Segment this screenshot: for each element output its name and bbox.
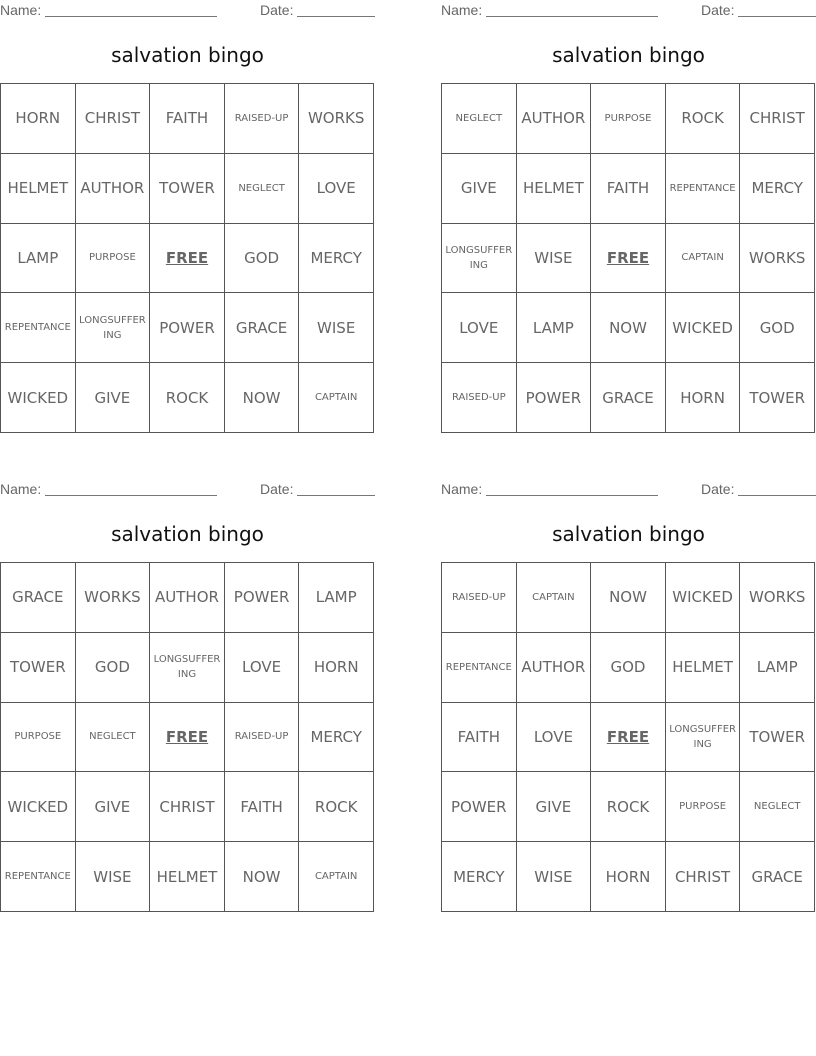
bingo-cell: TOWER — [150, 154, 225, 224]
bingo-cell: CAPTAIN — [299, 363, 374, 433]
bingo-cell: ROCK — [299, 772, 374, 842]
bingo-cell: PURPOSE — [76, 224, 151, 294]
bingo-cell: MERCY — [299, 224, 374, 294]
bingo-cell: GIVE — [517, 772, 592, 842]
bingo-cell: WISE — [299, 293, 374, 363]
date-label: Date: — [701, 481, 735, 497]
bingo-cell: CAPTAIN — [299, 842, 374, 912]
bingo-cell: RAISED-UP — [225, 84, 300, 154]
bingo-cell: TOWER — [740, 703, 815, 773]
bingo-cell: FAITH — [442, 703, 517, 773]
bingo-cell: LAMP — [517, 293, 592, 363]
bingo-cell: MERCY — [442, 842, 517, 912]
bingo-cell: HORN — [591, 842, 666, 912]
bingo-cell: PURPOSE — [591, 84, 666, 154]
date-label: Date: — [260, 2, 294, 18]
bingo-cell: POWER — [225, 563, 300, 633]
bingo-cell: GIVE — [442, 154, 517, 224]
bingo-cell: REPENTANCE — [442, 633, 517, 703]
bingo-cell: NOW — [225, 363, 300, 433]
bingo-cell: WICKED — [1, 772, 76, 842]
bingo-cell: TOWER — [1, 633, 76, 703]
card-title: salvation bingo — [552, 522, 705, 546]
bingo-cell: GOD — [225, 224, 300, 294]
name-line — [45, 16, 217, 17]
name-line — [486, 495, 658, 496]
bingo-cell: CHRIST — [150, 772, 225, 842]
bingo-cell: WISE — [517, 224, 592, 294]
bingo-cell: GRACE — [225, 293, 300, 363]
free-space-cell: FREE — [150, 224, 225, 294]
bingo-cell: HORN — [299, 633, 374, 703]
name-date-row — [0, 479, 375, 501]
bingo-cell: GRACE — [740, 842, 815, 912]
date-label: Date: — [260, 481, 294, 497]
bingo-cell: LAMP — [1, 224, 76, 294]
bingo-cell: MERCY — [740, 154, 815, 224]
bingo-grid — [441, 83, 815, 433]
bingo-cell: GOD — [740, 293, 815, 363]
bingo-cell: REPENTANCE — [666, 154, 741, 224]
bingo-cell: POWER — [517, 363, 592, 433]
date-label: Date: — [701, 2, 735, 18]
free-space-cell: FREE — [591, 703, 666, 773]
bingo-cell: REPENTANCE — [1, 842, 76, 912]
name-date-row — [441, 0, 816, 22]
bingo-cell: GOD — [76, 633, 151, 703]
name-date-row — [0, 0, 375, 22]
bingo-cell: WICKED — [666, 293, 741, 363]
bingo-cell: WICKED — [1, 363, 76, 433]
bingo-grid — [0, 83, 374, 433]
bingo-cell: WISE — [76, 842, 151, 912]
bingo-cell: CHRIST — [76, 84, 151, 154]
free-space-cell: FREE — [591, 224, 666, 294]
bingo-cell: LONGSUFFERING — [442, 224, 517, 294]
bingo-cell: RAISED-UP — [442, 363, 517, 433]
bingo-cell: RAISED-UP — [225, 703, 300, 773]
bingo-cell: POWER — [442, 772, 517, 842]
bingo-cell: WORKS — [740, 224, 815, 294]
name-line — [45, 495, 217, 496]
bingo-cell: CHRIST — [666, 842, 741, 912]
bingo-cell: NOW — [225, 842, 300, 912]
bingo-cell: GOD — [591, 633, 666, 703]
bingo-cell: GIVE — [76, 363, 151, 433]
name-label: Name: — [441, 481, 483, 497]
bingo-cell: WICKED — [666, 563, 741, 633]
bingo-cell: WORKS — [76, 563, 151, 633]
card-title: salvation bingo — [111, 522, 264, 546]
bingo-cell: HELMET — [1, 154, 76, 224]
bingo-cell: LONGSUFFERING — [666, 703, 741, 773]
name-label: Name: — [0, 481, 42, 497]
bingo-cell: LAMP — [740, 633, 815, 703]
bingo-cell: LAMP — [299, 563, 374, 633]
bingo-cell: LOVE — [442, 293, 517, 363]
card-title: salvation bingo — [111, 43, 264, 67]
bingo-cell: HORN — [1, 84, 76, 154]
bingo-cell: NEGLECT — [740, 772, 815, 842]
bingo-cell: HELMET — [150, 842, 225, 912]
bingo-cell: NEGLECT — [76, 703, 151, 773]
bingo-cell: ROCK — [666, 84, 741, 154]
bingo-cell: PURPOSE — [666, 772, 741, 842]
date-line — [297, 495, 375, 496]
bingo-cell: AUTHOR — [517, 633, 592, 703]
bingo-cell: MERCY — [299, 703, 374, 773]
date-line — [738, 495, 816, 496]
name-line — [486, 16, 658, 17]
bingo-cell: RAISED-UP — [442, 563, 517, 633]
bingo-cell: REPENTANCE — [1, 293, 76, 363]
name-label: Name: — [441, 2, 483, 18]
date-line — [297, 16, 375, 17]
name-date-row — [441, 479, 816, 501]
bingo-cell: ROCK — [150, 363, 225, 433]
bingo-cell: CHRIST — [740, 84, 815, 154]
bingo-cell: GIVE — [76, 772, 151, 842]
bingo-cell: AUTHOR — [517, 84, 592, 154]
bingo-cell: GRACE — [1, 563, 76, 633]
bingo-cell: NEGLECT — [225, 154, 300, 224]
bingo-cell: AUTHOR — [150, 563, 225, 633]
bingo-cell: LONGSUFFERING — [150, 633, 225, 703]
bingo-cell: HORN — [666, 363, 741, 433]
bingo-cell: WISE — [517, 842, 592, 912]
bingo-cell: ROCK — [591, 772, 666, 842]
bingo-cell: PURPOSE — [1, 703, 76, 773]
bingo-cell: HELMET — [666, 633, 741, 703]
card-title: salvation bingo — [552, 43, 705, 67]
bingo-cell: FAITH — [150, 84, 225, 154]
bingo-cell: NEGLECT — [442, 84, 517, 154]
bingo-cell: TOWER — [740, 363, 815, 433]
free-space-cell: FREE — [150, 703, 225, 773]
bingo-cell: HELMET — [517, 154, 592, 224]
bingo-grid — [441, 562, 815, 912]
bingo-cell: GRACE — [591, 363, 666, 433]
bingo-cell: LONGSUFFERING — [76, 293, 151, 363]
bingo-cell: AUTHOR — [76, 154, 151, 224]
bingo-cell: CAPTAIN — [517, 563, 592, 633]
bingo-cell: WORKS — [299, 84, 374, 154]
bingo-cell: LOVE — [517, 703, 592, 773]
bingo-cell: FAITH — [225, 772, 300, 842]
bingo-cell: NOW — [591, 563, 666, 633]
bingo-cell: LOVE — [225, 633, 300, 703]
bingo-grid — [0, 562, 374, 912]
name-label: Name: — [0, 2, 42, 18]
bingo-cell: LOVE — [299, 154, 374, 224]
bingo-cell: CAPTAIN — [666, 224, 741, 294]
bingo-cell: FAITH — [591, 154, 666, 224]
date-line — [738, 16, 816, 17]
bingo-cell: WORKS — [740, 563, 815, 633]
bingo-cell: NOW — [591, 293, 666, 363]
bingo-cell: POWER — [150, 293, 225, 363]
